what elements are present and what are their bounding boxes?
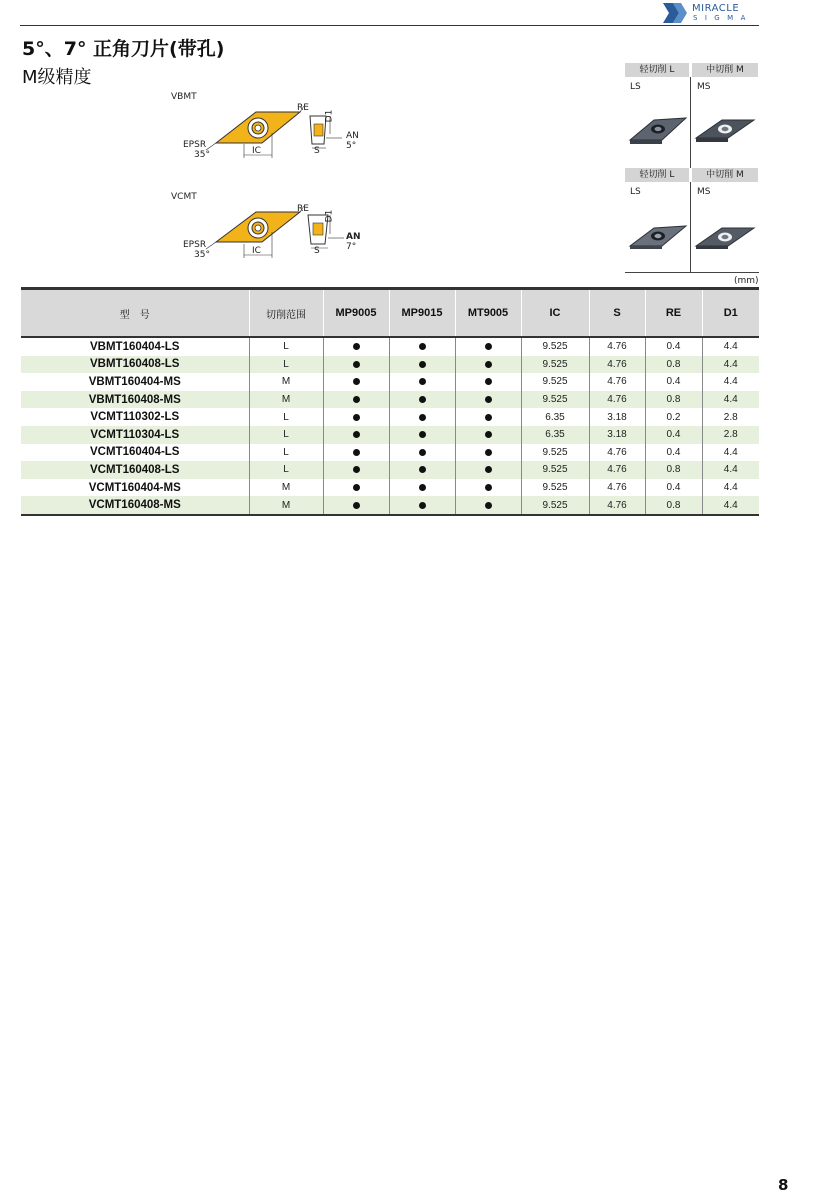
stock-dot-icon	[353, 449, 360, 456]
stock-dot-icon	[485, 361, 492, 368]
ic-cell: 6.35	[521, 426, 589, 444]
model-cell: VCMT160408-LS	[21, 461, 249, 479]
mp9005-stock-cell	[323, 479, 389, 497]
ic-cell: 9.525	[521, 391, 589, 409]
vcmt-an-label: AN	[346, 232, 361, 242]
col-header-ic: IC	[521, 289, 589, 338]
panel-divider-bottom	[690, 182, 691, 272]
stock-dot-icon	[485, 396, 492, 403]
mp9015-stock-cell	[389, 408, 455, 426]
insert-spec-table	[21, 287, 759, 516]
ic-cell: 9.525	[521, 356, 589, 374]
mp9005-stock-cell	[323, 426, 389, 444]
range-cell: M	[249, 391, 323, 409]
d1-cell: 4.4	[702, 479, 759, 497]
ic-cell: 9.525	[521, 496, 589, 515]
mt9005-stock-cell	[455, 337, 521, 356]
stock-dot-icon	[485, 466, 492, 473]
panel-top-light-code: LS	[630, 82, 641, 92]
col-header-s: S	[589, 289, 645, 338]
stock-dot-icon	[419, 414, 426, 421]
stock-dot-icon	[353, 466, 360, 473]
mp9015-stock-cell	[389, 444, 455, 462]
mt9005-stock-cell	[455, 426, 521, 444]
model-cell: VCMT110304-LS	[21, 426, 249, 444]
panel-bottom-light-code: LS	[630, 187, 641, 197]
d1-cell: 4.4	[702, 356, 759, 374]
stock-dot-icon	[353, 484, 360, 491]
stock-dot-icon	[419, 484, 426, 491]
ic-cell: 6.35	[521, 408, 589, 426]
mp9015-stock-cell	[389, 426, 455, 444]
s-cell: 4.76	[589, 461, 645, 479]
mp9015-stock-cell	[389, 337, 455, 356]
d1-cell: 4.4	[702, 444, 759, 462]
stock-dot-icon	[485, 502, 492, 509]
d1-cell: 4.4	[702, 461, 759, 479]
mp9015-stock-cell	[389, 479, 455, 497]
stock-dot-icon	[485, 378, 492, 385]
table-row	[21, 408, 759, 426]
mp9005-stock-cell	[323, 373, 389, 391]
s-cell: 4.76	[589, 479, 645, 497]
stock-dot-icon	[485, 449, 492, 456]
d1-cell: 4.4	[702, 391, 759, 409]
s-cell: 4.76	[589, 444, 645, 462]
stock-dot-icon	[353, 343, 360, 350]
model-cell: VCMT160408-MS	[21, 496, 249, 515]
stock-dot-icon	[419, 361, 426, 368]
mp9015-stock-cell	[389, 496, 455, 515]
mt9005-stock-cell	[455, 408, 521, 426]
stock-dot-icon	[485, 414, 492, 421]
panel-top-medium-header: 中切削 M	[692, 63, 758, 77]
ic-cell: 9.525	[521, 373, 589, 391]
stock-dot-icon	[419, 466, 426, 473]
miracle-sigma-logo	[663, 3, 759, 23]
panel-top-medium-code: MS	[697, 82, 711, 92]
panel-top-light-header: 轻切削 L	[625, 63, 689, 77]
vbmt-s-label: S	[314, 146, 320, 156]
table-row	[21, 496, 759, 515]
ic-cell: 9.525	[521, 461, 589, 479]
model-cell: VBMT160404-MS	[88, 375, 181, 388]
d1-cell: 2.8	[702, 426, 759, 444]
vcmt-an-angle: 7°	[346, 242, 357, 252]
panel-bottom-light-header: 轻切削 L	[625, 168, 689, 182]
vcmt-epsr-angle: 35°	[194, 250, 210, 260]
re-cell: 0.4	[645, 337, 702, 356]
mp9005-stock-cell	[323, 356, 389, 374]
table-row	[21, 479, 759, 497]
model-cell: VBMT160408-MS	[21, 391, 249, 409]
range-cell: M	[249, 373, 323, 391]
s-cell: 4.76	[589, 496, 645, 515]
stock-dot-icon	[485, 343, 492, 350]
range-cell: L	[249, 444, 323, 462]
col-header-mt9005: MT9005	[455, 289, 521, 338]
panel-bottom-medium-header: 中切削 M	[692, 168, 758, 182]
mp9005-stock-cell	[323, 408, 389, 426]
col-header-d1: D1	[702, 289, 759, 338]
table-row	[21, 461, 759, 479]
col-header-range: 切削范围	[249, 289, 323, 338]
s-cell: 4.76	[589, 337, 645, 356]
stock-dot-icon	[419, 431, 426, 438]
table-row	[21, 356, 759, 374]
range-cell: L	[249, 461, 323, 479]
col-header-re: RE	[645, 289, 702, 338]
stock-dot-icon	[353, 414, 360, 421]
range-cell: L	[249, 337, 323, 356]
stock-dot-icon	[353, 361, 360, 368]
model-cell: VCMT110302-LS	[90, 411, 180, 424]
vcmt-label: VCMT	[171, 192, 197, 202]
model-cell: VCMT160404-MS	[88, 481, 181, 494]
re-cell: 0.8	[645, 391, 702, 409]
stock-dot-icon	[353, 431, 360, 438]
s-cell: 4.76	[589, 356, 645, 374]
logo-text-sigma: SIGMA	[693, 14, 753, 22]
ic-cell: 9.525	[521, 444, 589, 462]
header-rule	[20, 25, 759, 26]
mt9005-stock-cell	[455, 461, 521, 479]
mp9015-stock-cell	[389, 356, 455, 374]
panel-bottom-rule	[625, 272, 759, 273]
vbmt-d1-label: D1	[324, 109, 335, 123]
re-cell: 0.8	[645, 356, 702, 374]
stock-dot-icon	[485, 431, 492, 438]
table-row	[21, 373, 759, 391]
mp9015-stock-cell	[389, 391, 455, 409]
col-header-model: 型 号	[21, 289, 249, 338]
ic-cell: 9.525	[521, 479, 589, 497]
insert-photo-vcmt-ms	[694, 220, 756, 256]
vcmt-s-label: S	[314, 246, 320, 256]
re-cell: 0.8	[645, 461, 702, 479]
s-cell: 3.18	[589, 408, 645, 426]
mp9005-stock-cell	[323, 496, 389, 515]
stock-dot-icon	[419, 378, 426, 385]
re-cell: 0.4	[645, 426, 702, 444]
range-cell: M	[249, 479, 323, 497]
col-header-mp9015: MP9015	[389, 289, 455, 338]
insert-photo-vcmt-ls	[628, 220, 688, 256]
model-cell: VBMT160404-LS	[90, 340, 180, 353]
logo-text-miracle: MIRACLE	[692, 3, 740, 14]
range-cell: L	[249, 408, 323, 426]
mp9005-stock-cell	[323, 391, 389, 409]
ic-cell: 9.525	[521, 337, 589, 356]
mp9005-stock-cell	[323, 461, 389, 479]
range-cell: L	[249, 356, 323, 374]
insert-photo-vbmt-ls	[628, 112, 688, 148]
s-cell: 3.18	[589, 426, 645, 444]
table-row	[21, 391, 759, 409]
mt9005-stock-cell	[455, 356, 521, 374]
vbmt-epsr-angle: 35°	[194, 150, 210, 160]
model-cell: VBMT160408-LS	[21, 356, 249, 374]
mt9005-stock-cell	[455, 496, 521, 515]
table-header-row	[21, 289, 759, 338]
stock-dot-icon	[353, 396, 360, 403]
vcmt-epsr-label: EPSR	[183, 240, 207, 250]
vbmt-ic-label: IC	[252, 146, 261, 156]
col-header-mp9005: MP9005	[323, 289, 389, 338]
table-row	[21, 444, 759, 462]
vbmt-an-label: AN	[346, 131, 359, 141]
range-cell: L	[249, 426, 323, 444]
logo-mark-icon	[663, 3, 689, 23]
vbmt-re-label: RE	[297, 103, 309, 113]
page-title: 5°、7° 正角刀片(带孔)	[22, 38, 225, 60]
vbmt-an-angle: 5°	[346, 141, 357, 151]
insert-photo-vbmt-ms	[694, 112, 756, 148]
mp9015-stock-cell	[389, 373, 455, 391]
unit-label: (mm)	[734, 276, 759, 286]
table-row	[21, 337, 759, 356]
stock-dot-icon	[419, 343, 426, 350]
stock-dot-icon	[485, 484, 492, 491]
s-cell: 4.76	[589, 373, 645, 391]
vbmt-label: VBMT	[171, 92, 197, 102]
d1-cell: 2.8	[702, 408, 759, 426]
re-cell: 0.4	[645, 479, 702, 497]
range-cell: M	[249, 496, 323, 515]
model-cell: VCMT160404-LS	[90, 446, 180, 459]
stock-dot-icon	[353, 502, 360, 509]
table-row	[21, 426, 759, 444]
mt9005-stock-cell	[455, 479, 521, 497]
mp9005-stock-cell	[323, 337, 389, 356]
re-cell: 0.8	[645, 496, 702, 515]
vcmt-re-label: RE	[297, 204, 309, 214]
re-cell: 0.2	[645, 408, 702, 426]
panel-bottom-medium-code: MS	[697, 187, 711, 197]
mt9005-stock-cell	[455, 444, 521, 462]
d1-cell: 4.4	[702, 373, 759, 391]
page-number: 8	[778, 1176, 789, 1194]
s-cell: 4.76	[589, 391, 645, 409]
d1-cell: 4.4	[702, 337, 759, 356]
mt9005-stock-cell	[455, 391, 521, 409]
mp9005-stock-cell	[323, 444, 389, 462]
mp9015-stock-cell	[389, 461, 455, 479]
panel-divider-top	[690, 77, 691, 168]
re-cell: 0.4	[645, 444, 702, 462]
vbmt-epsr-label: EPSR	[183, 140, 207, 150]
stock-dot-icon	[419, 449, 426, 456]
stock-dot-icon	[419, 502, 426, 509]
vcmt-ic-label: IC	[252, 246, 261, 256]
re-cell: 0.4	[645, 373, 702, 391]
page-subtitle: M级精度	[22, 67, 92, 88]
vcmt-d1-label: D1	[324, 209, 335, 223]
mt9005-stock-cell	[455, 373, 521, 391]
stock-dot-icon	[353, 378, 360, 385]
stock-dot-icon	[419, 396, 426, 403]
d1-cell: 4.4	[702, 496, 759, 515]
